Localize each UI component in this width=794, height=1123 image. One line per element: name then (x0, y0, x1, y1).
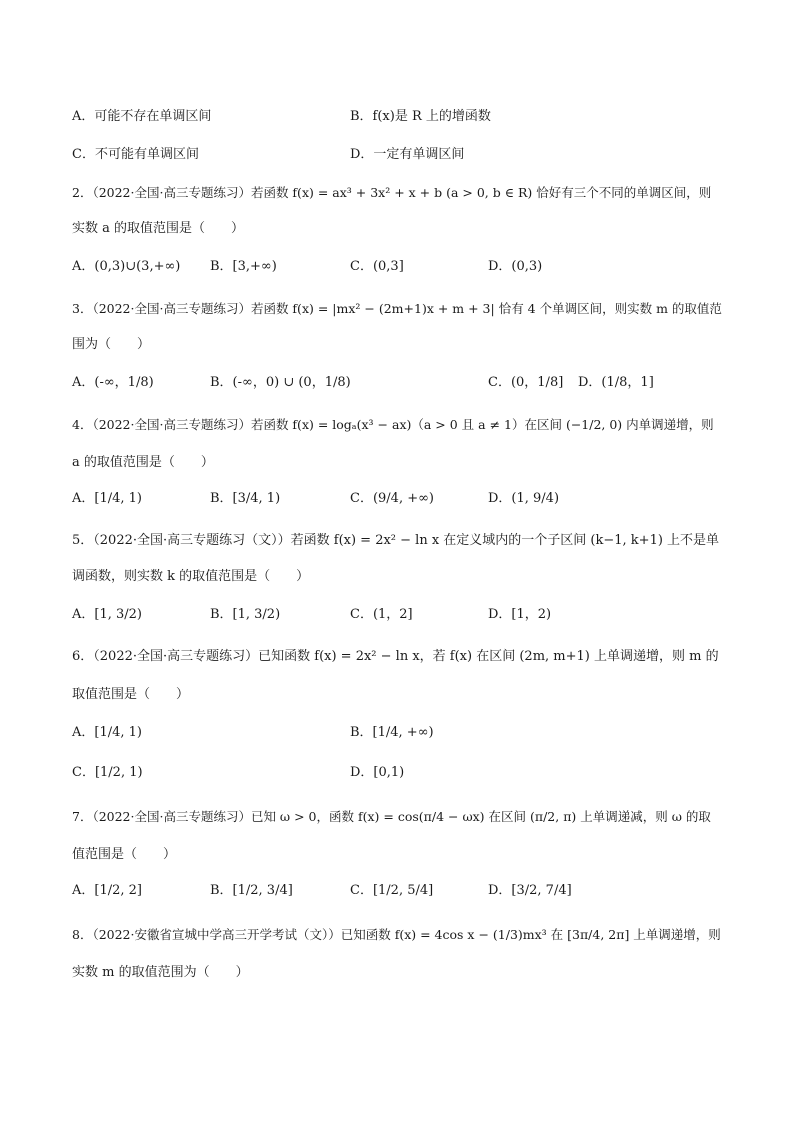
q1-option-c: C．不可能有单调区间 (72, 147, 199, 162)
q6-stem-line1: 6．（2022·全国·高三专题练习）已知函数 f(x) = 2x² − ln x，若 f(x) 在区间 (2m, m+1) 上单调递增，则 m 的 (72, 649, 719, 664)
q2-stem-line1: 2．（2022·全国·高三专题练习）若函数 f(x) = ax³ + 3x² + x + b (a > 0, b ∈ R) 恰好有三个不同的单调区间，则 (72, 185, 712, 200)
q5-option-a: A．[1, 3/2) (72, 607, 142, 622)
q7-stem-line1: 7．（2022·全国·高三专题练习）已知 ω > 0，函数 f(x) = cos(π/4 − ωx) 在区间 (π/2, π) 上单调递减，则 ω 的取 (72, 809, 711, 824)
q4-option-c: C．(9/4, +∞) (350, 491, 434, 506)
q5-stem-line1: 5．（2022·全国·高三专题练习（文））若函数 f(x) = 2x² − ln x 在定义域内的一个子区间 (k−1, k+1) 上不是单 (72, 533, 720, 548)
q3-option-b: B．(-∞，0) ∪ (0，1/8) (210, 375, 351, 390)
q4-stem-line2: a 的取值范围是（ ） (72, 455, 214, 470)
q5-stem-line2: 调函数，则实数 k 的取值范围是（ ） (72, 569, 310, 584)
q6-option-d: D．[0,1) (350, 765, 405, 780)
q6-option-b: B．[1/4, +∞) (350, 725, 434, 740)
q5-option-b: B．[1, 3/2) (210, 607, 281, 622)
q1-option-a: A．可能不存在单调区间 (72, 109, 212, 124)
q3-option-a: A．(-∞，1/8) (72, 375, 154, 390)
q1-option-b: B．f(x)是 R 上的增函数 (350, 109, 491, 124)
q4-stem-line1: 4．（2022·全国·高三专题练习）若函数 f(x) = logₐ(x³ − ax)（a > 0 且 a ≠ 1）在区间 (−1/2, 0) 内单调递增，则 (72, 417, 714, 432)
q3-stem-line2: 围为（ ） (72, 337, 151, 352)
q7-option-c: C．[1/2, 5/4] (350, 883, 434, 898)
q2-option-d: D．(0,3) (488, 259, 543, 274)
q7-option-b: B．[1/2, 3/4] (210, 883, 293, 898)
q2-stem-line2: 实数 a 的取值范围是（ ） (72, 221, 245, 236)
q2-option-b: B．[3,+∞) (210, 259, 277, 274)
q7-option-d: D．[3/2, 7/4] (488, 883, 572, 898)
q4-option-b: B．[3/4, 1) (210, 491, 281, 506)
q2-option-c: C．(0,3] (350, 259, 404, 274)
q4-option-d: D．(1, 9/4) (488, 491, 560, 506)
q6-option-c: C．[1/2, 1) (72, 765, 143, 780)
q2-option-a: A．(0,3)∪(3,+∞) (72, 259, 181, 274)
q7-stem-line2: 值范围是（ ） (72, 847, 177, 862)
q8-stem-line2: 实数 m 的取值范围为（ ） (72, 965, 249, 980)
q7-option-a: A．[1/2, 2] (72, 883, 142, 898)
q3-option-d: D．(1/8，1] (578, 375, 654, 390)
q6-option-a: A．[1/4, 1) (72, 725, 142, 740)
q5-option-c: C．(1，2] (350, 607, 413, 622)
q5-option-d: D．[1，2) (488, 607, 552, 622)
q3-stem-line1: 3．（2022·全国·高三专题练习）若函数 f(x) = |mx² − (2m+1)x + m + 3| 恰有 4 个单调区间，则实数 m 的取值范 (72, 301, 722, 316)
q6-stem-line2: 取值范围是（ ） (72, 687, 190, 702)
q1-option-d: D．一定有单调区间 (350, 147, 465, 162)
q4-option-a: A．[1/4, 1) (72, 491, 142, 506)
q3-option-c: C．(0，1/8] (488, 375, 564, 390)
q8-stem-line1: 8．（2022·安徽省宣城中学高三开学考试（文））已知函数 f(x) = 4cos x − (1/3)mx³ 在 [3π/4, 2π] 上单调递增，则 (72, 927, 721, 942)
